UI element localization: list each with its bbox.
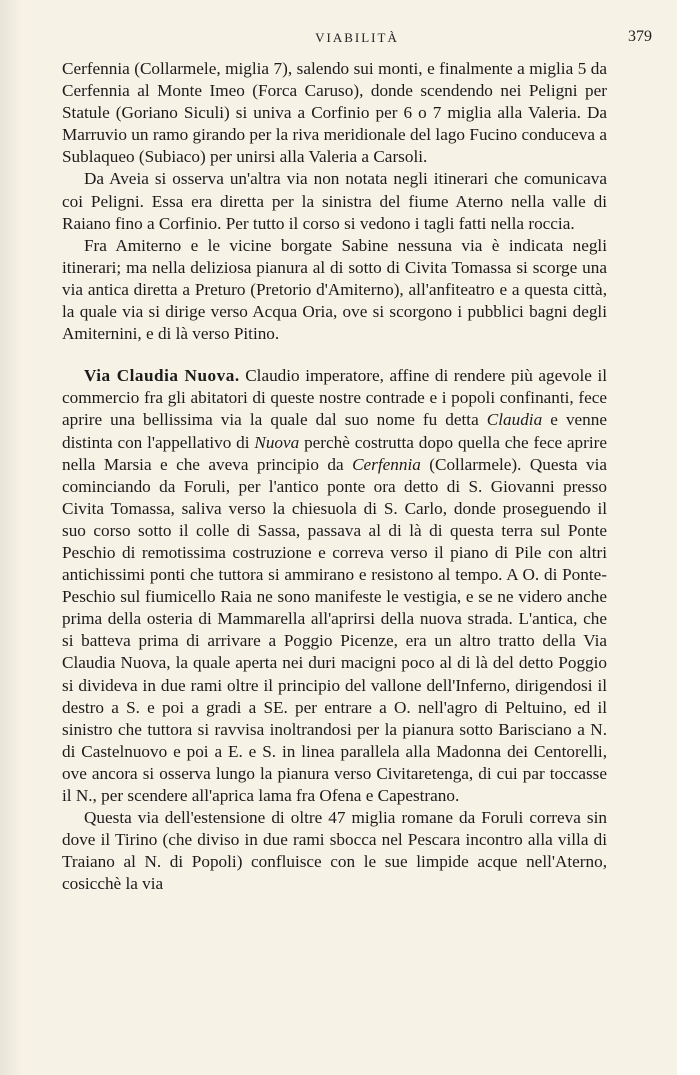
paragraph-3: Fra Amiterno e le vicine borgate Sabine nessuna via è indicata negli itinerari; ma nella deliziosa pianura al di sotto di Civita Tomassa si scorge una via antica diretta a Preturo (Pretorio d'Amiterno), all'anfiteatro e a questa città, la quale via si dirige verso Acqua Oria, ove si scorgono i pubblici bagni degli Amiternini, e di là verso Pitino. (62, 235, 607, 344)
section-gap (62, 345, 607, 365)
text-fragment: perchè costrutta dopo quella che fece aprire nella Marsia e che aveva principio da (62, 432, 607, 474)
book-page (22, 0, 677, 1075)
page-body (62, 58, 607, 895)
text-fragment: Claudio imperatore, affine di rendere più agevole il commercio fra gli abitatori di queste nostre contrade e i popoli confinanti, fece aprire una bellissima via la quale dal suo nome fu detta (62, 366, 607, 430)
text-fragment: (Collarmele). Questa via cominciando da Foruli, per l'antico ponte ora detto di S. Giovanni presso Civita Tomassa, saliva verso la chiesuola di S. Carlo, donde proseguendo il suo corso sotto il colle di Sassa, passava al di là di questa terra sul Ponte Peschio di remotissima costruzione e correva verso il piano di Pile con altri antichissimi ponti che tuttora si ammirano e resistono al tempo. A O. di Ponte-Peschio sul fiumicello Raia ne sono manifeste le vestigia, e se ne videro anche prima della osteria di Mammarella all'aprirsi della nuova strada. L'antica, che si batteva prima di arrivare a Poggio Picenze, era un altro tratto della Via Claudia Nuova, la quale aperta nei duri macigni poco al di là del detto Poggio si divideva in due rami oltre il principio del vallone dell'Inferno, dirigendosi il destro a S. e poi a gradi a SE. per entrare a O. nell'agro di Peltuino, ed il sinistro che tuttora si ravvisa inoltrandosi per la pianura sotto Barisciano a N. di Castelnuovo e poi a E. e S. in linea parallela alla Madonna dei Centorelli, ove ancora si osserva lungo la pianura verso Civitaretenga, di cui par toccasse il N., per scendere all'aprica lama fra Ofena e Capestrano. (62, 454, 607, 805)
running-head: VIABILITÀ (315, 30, 399, 45)
page-header (62, 30, 652, 54)
text-fragment: e venne distinta con l'appellativo di (62, 410, 607, 452)
paragraph-2: Da Aveia si osserva un'altra via non notata negli itinerari che comunicava coi Peligni. Essa era diretta per la sinistra del fiume Aterno nella valle di Raiano fino a Corfinio. Per tutto il corso si vedono i tagli fatti nella roccia. (62, 169, 607, 233)
section-title: Via Claudia Nuova. (84, 366, 240, 386)
paragraph-1: Cerfennia (Collarmele, miglia 7), salendo sui monti, e finalmente a miglia 5 da Cerfennia al Monte Imeo (Forca Caruso), donde scendendo nei Peligni per Statule (Goriano Siculi) si univa a Corfinio per 6 o 7 miglia alla Valeria. Da Marruvio un ramo girando per la riva meridionale del lago Fucino conduceva a Sublaqueo (Subiaco) per unirsi alla Valeria a Carsoli. (62, 59, 607, 167)
page-number: 379 (628, 28, 652, 45)
italic-term-claudia: Claudia (486, 410, 543, 430)
binding-gutter (0, 0, 22, 1075)
italic-term-cerfennia: Cerfennia (352, 454, 421, 474)
paragraph-5: Questa via dell'estensione di oltre 47 miglia romane da Foruli correva sin dove il Tirino (che diviso in due rami sbocca nel Pescara incontro alla villa di Traiano al N. di Popoli) confluisce con le sue limpide acque nell'Aterno, cosicchè la via (62, 808, 607, 894)
paragraph-via-claudia-nuova (62, 365, 607, 807)
italic-term-nuova: Nuova (254, 432, 300, 452)
